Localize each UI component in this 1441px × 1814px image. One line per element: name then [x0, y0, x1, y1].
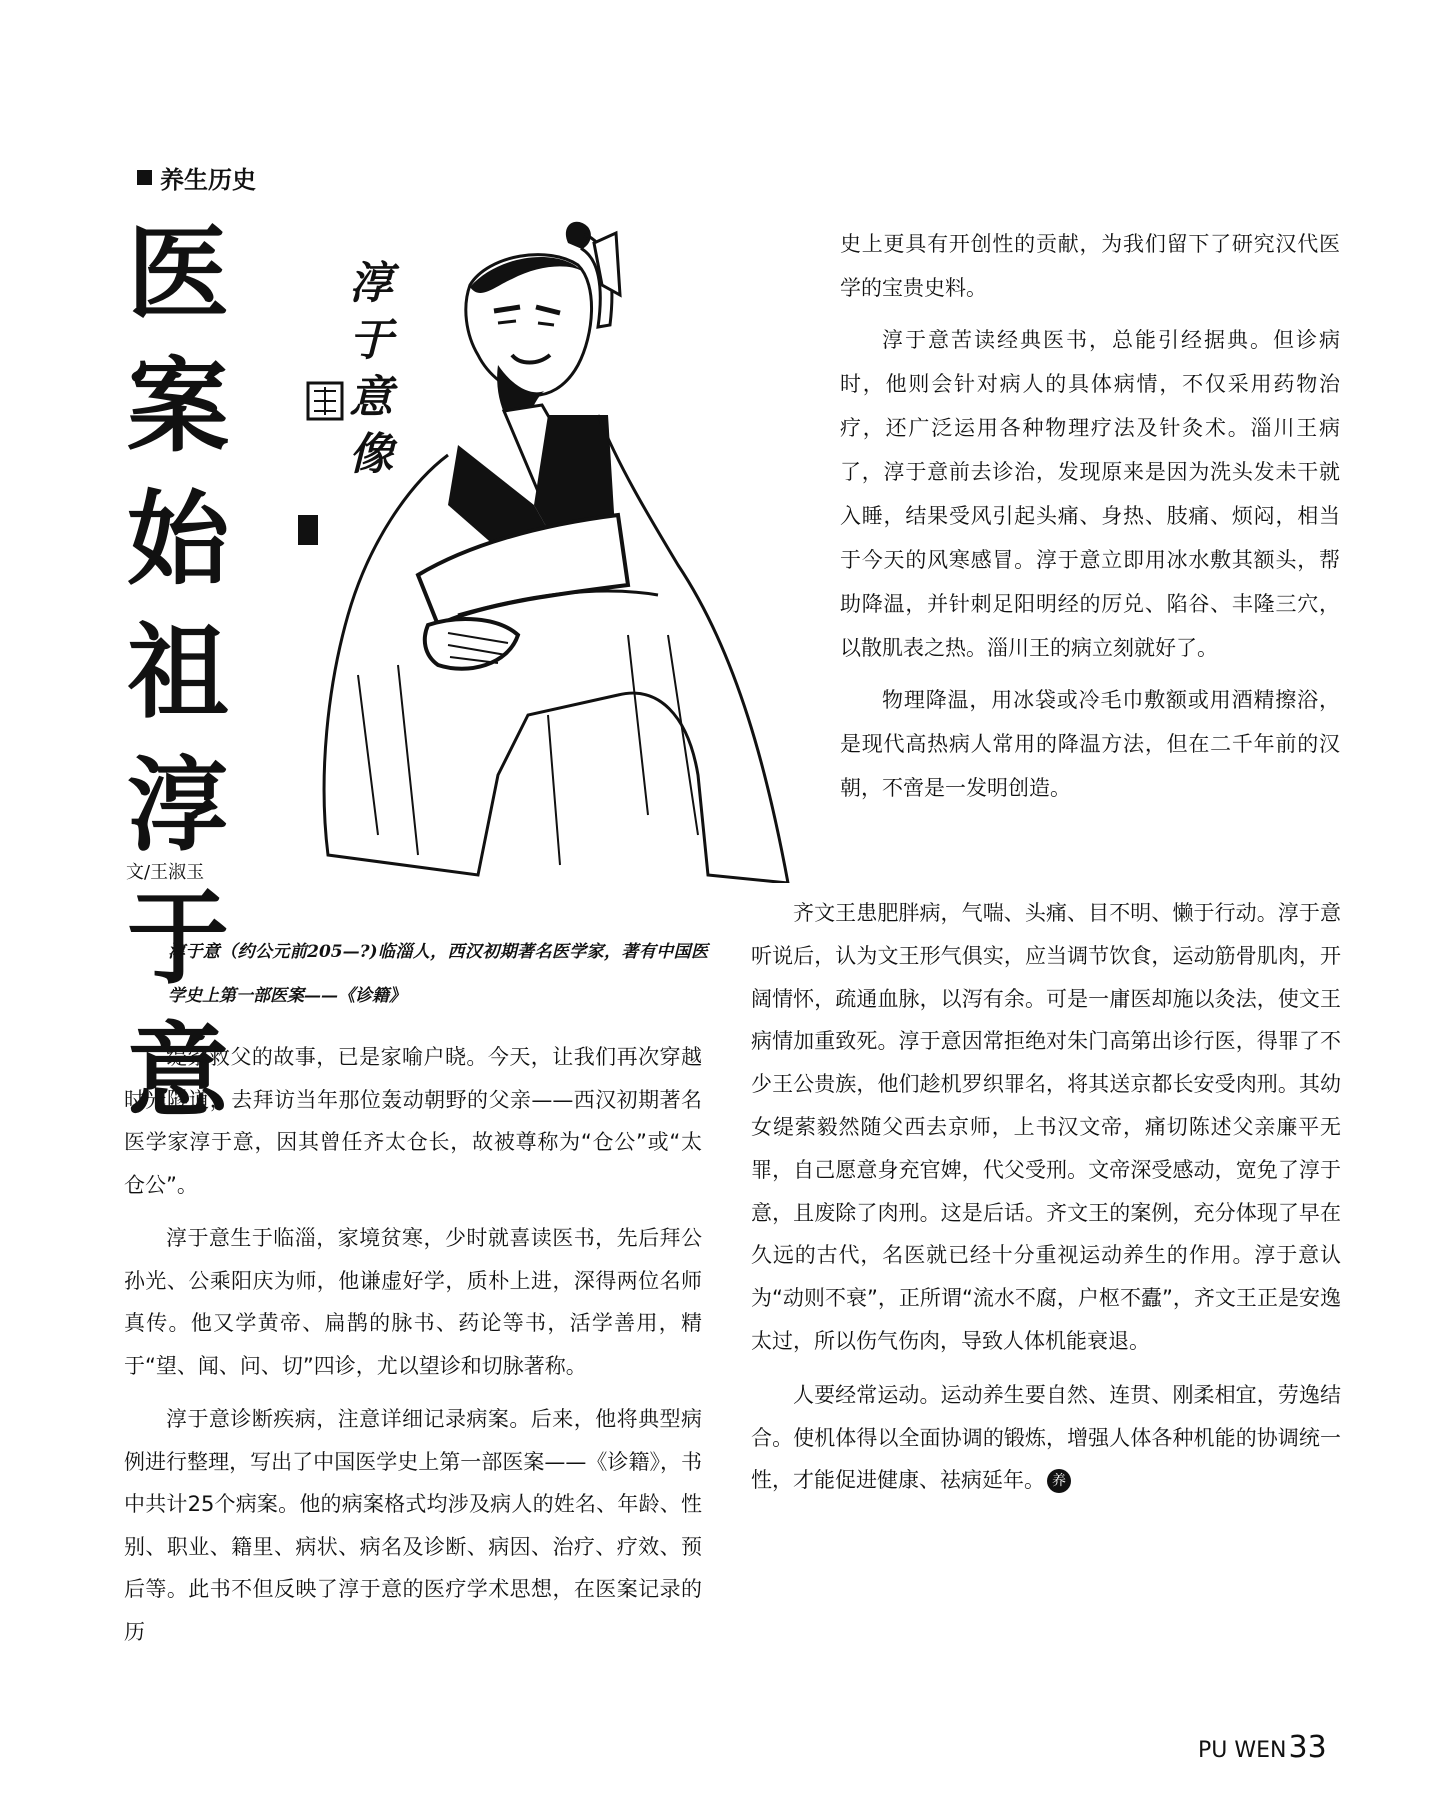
page-number: 33 — [1288, 1730, 1327, 1765]
title-char: 始 — [127, 481, 229, 600]
left-column — [124, 1036, 702, 1664]
portrait-caption — [346, 255, 396, 483]
title-char: 祖 — [127, 614, 229, 733]
paragraph: 史上更具有开创性的贡献，为我们留下了研究汉代医学的宝贵史料。 — [840, 232, 1340, 300]
title-char: 意 — [127, 1013, 229, 1132]
byline: 文/王淑玉 — [126, 862, 205, 883]
paragraph: 淳于意诊断疾病，注意详细记录病案。后来，他将典型病例进行整理，写出了中国医学史上第一部医案——《诊籍》，书中共计25个病案。他的病案格式均涉及病人的姓名、年龄、性别、职业、籍里、病状、病名及诊断、病因、治疗、疗效、预后等。此书不但反映了淳于意的医疗学术思想，在医案记录的历 — [124, 1407, 702, 1644]
title-char: 淳 — [127, 747, 229, 866]
top-right-column — [840, 222, 1340, 818]
title-char: 案 — [127, 348, 229, 467]
square-bullet-icon — [137, 170, 152, 185]
paragraph: 缇萦救父的故事，已是家喻户晓。今天，让我们再次穿越时光隧道，去拜访当年那位轰动朝野的父亲——西汉初期著名医学家淳于意，因其曾任齐太仓长，故被尊称为“仓公”或“太仓公”。 — [124, 1045, 702, 1197]
portrait-caption-char: 淳 — [349, 258, 393, 309]
end-mark-icon: 养 — [1047, 1469, 1071, 1493]
paragraph: 淳于意生于临淄，家境贫寒，少时就喜读医书，先后拜公孙光、公乘阳庆为师，他谦虚好学，质朴上进，深得两位名师真传。他又学黄帝、扁鹊的脉书、药论等书，活学善用，精于“望、闻、问、切”四诊，尤以望诊和切脉著称。 — [124, 1226, 702, 1378]
page-footer — [1198, 1730, 1327, 1765]
intro-blurb: 淳于意（约公元前205—?)临淄人，西汉初期著名医学家，著有中国医学史上第一部医案——《诊籍》 — [168, 942, 708, 1006]
portrait-caption-char: 意 — [349, 372, 393, 423]
title-char: 医 — [127, 215, 229, 334]
paragraph: 物理降温，用冰袋或冷毛巾敷额或用酒精擦浴，是现代高热病人常用的降温方法，但在二千年前的汉朝，不啻是一发明创造。 — [840, 688, 1340, 800]
section-tag-label: 养生历史 — [160, 166, 256, 194]
paragraph-text: 人要经常运动。运动养生要自然、连贯、刚柔相宜，劳逸结合。使机体得以全面协调的锻炼，增强人体各种机能的协调统一性，才能促进健康、祛病延年。 — [751, 1382, 1341, 1493]
section-tag — [137, 160, 256, 195]
portrait-caption-char: 像 — [349, 429, 393, 480]
paragraph: 齐文王患肥胖病，气喘、头痛、目不明、懒于行动。淳于意听说后，认为文王形气俱实，应当调节饮食，运动筋骨肌肉，开阔情怀，疏通血脉，以泻有余。可是一庸医却施以灸法，使文王病情加重致死。淳于意因常拒绝对朱门高第出诊行医，得罪了不少王公贵族，他们趁机罗织罪名，将其送京都长安受肉刑。其幼女缇萦毅然随父西去京师，上书汉文帝，痛切陈述父亲廉平无罪，自己愿意身充官婢，代父受刑。文帝深受感动，宽免了淳于意，且废除了肉刑。这是后话。齐文王的案例，充分体现了早在久远的古代，名医就已经十分重视运动养生的作用。淳于意认为“动则不衰”，正所谓“流水不腐，户枢不蠹”，齐文王正是安逸太过，所以伤气伤肉，导致人体机能衰退。 — [751, 901, 1341, 1353]
portrait-caption-char: 于 — [349, 315, 393, 366]
right-column — [751, 892, 1341, 1513]
paragraph — [751, 1374, 1341, 1502]
magazine-name: PU WEN — [1198, 1738, 1287, 1763]
title-char: 于 — [127, 880, 229, 999]
paragraph: 淳于意苦读经典医书，总能引经据典。但诊病时，他则会针对病人的具体病情，不仅采用药物治疗，还广泛运用各种物理疗法及针灸术。淄川王病了，淳于意前去诊治，发现原来是因为洗头发未干就入睡，结果受风引起头痛、身热、肢痛、烦闷，相当于今天的风寒感冒。淳于意立即用冰水敷其额头，帮助降温，并针刺足阳明经的厉兑、陷谷、丰隆三穴，以散肌表之热。淄川王的病立刻就好了。 — [840, 328, 1340, 660]
